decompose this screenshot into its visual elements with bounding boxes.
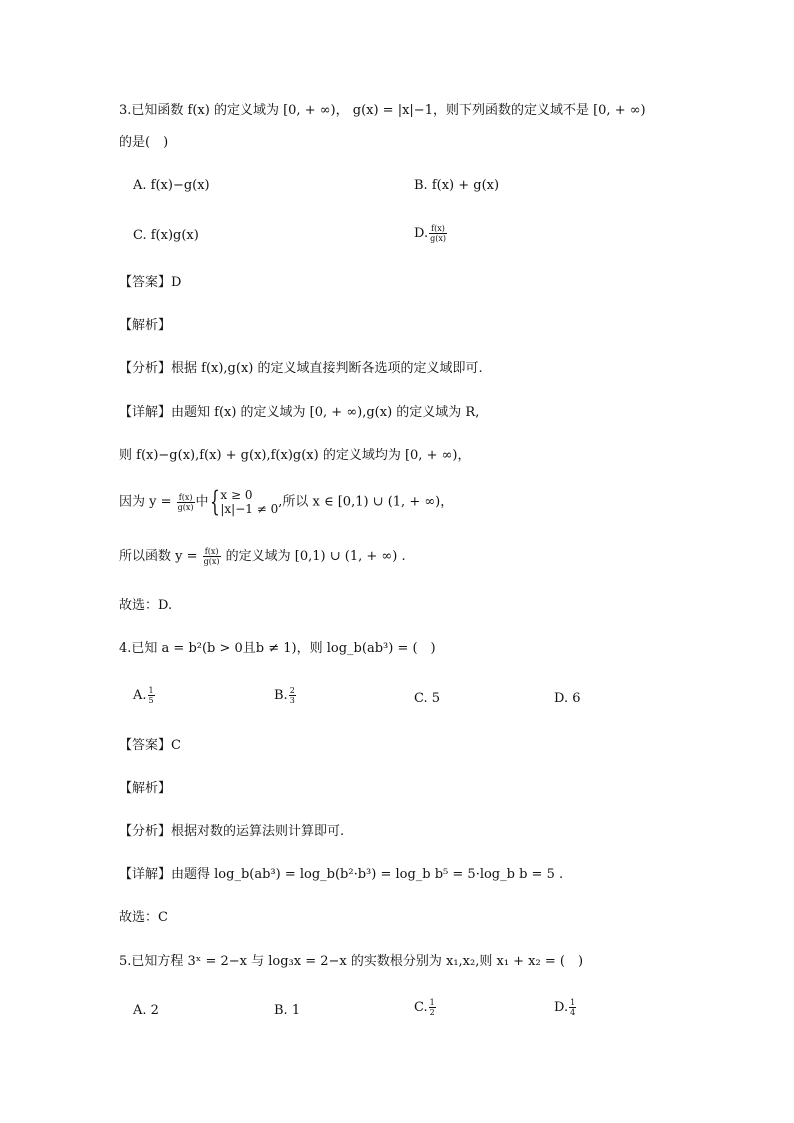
q3-xiangjie: 【详解】由题知 f(x) 的定义域为 [0, + ∞),g(x) 的定义域为 R,	[119, 405, 480, 420]
q4-fenxi: 【分析】根据对数的运算法则计算即可.	[119, 824, 345, 839]
q3-answer: 【答案】D	[119, 275, 182, 290]
q3-stem-line2: 的是( )	[119, 135, 169, 150]
q3-option-d-label: D.	[414, 226, 429, 241]
q3-detail-fraction-2: $\frac{f(x)}{g(x)}$	[203, 547, 220, 566]
q3-option-d-fraction: $\frac{f(x)}{g(x)}$	[430, 224, 446, 243]
q3-option-d	[414, 224, 448, 244]
q5-option-a: A. 2	[133, 1003, 159, 1018]
q3-stem-line1: 3.已知函数 f(x) 的定义域为 [0, + ∞)， g(x) = |x|−1，则下列函数的定义域不是 [0, + ∞)	[119, 103, 646, 118]
q3-option-a: A. f(x)−g(x)	[133, 178, 210, 193]
q3-detail-line2: 则 f(x)−g(x),f(x) + g(x),f(x)g(x) 的定义域均为 [0, + ∞)，	[119, 448, 471, 463]
q3-choose: 故选：D.	[119, 598, 173, 613]
q3-detail-line3: 因为 y = $\frac{f(x)}{g(x)}$ 中{ x ≥ 0 |x|−1 ≠ 0 ,所以 x ∈ [0,1) ∪ (1, + ∞)，	[119, 485, 454, 518]
q4-xiangjie: 【详解】由题得 log_b(ab³) = log_b(b²·b³) = log_b b⁵ = 5·log_b b = 5 .	[119, 867, 564, 882]
q5-stem: 5.已知方程 3ˣ = 2−x 与 log₃x = 2−x 的实数根分别为 x₁,x₂,则 x₁ + x₂ = ( )	[119, 954, 584, 969]
q5-option-b: B. 1	[274, 1003, 301, 1018]
q3-fenxi: 【分析】根据 f(x),g(x) 的定义域直接判断各选项的定义域即可.	[119, 361, 483, 376]
q3-option-b: B. f(x) + g(x)	[414, 178, 500, 193]
q5-option-d: D. $\frac{1}{4}$	[554, 998, 576, 1017]
q4-option-c: C. 5	[414, 691, 441, 706]
q4-option-d: D. 6	[554, 691, 581, 706]
q5-option-c: C. $\frac{1}{2}$	[414, 998, 435, 1017]
q4-analysis-heading: 【解析】	[119, 781, 172, 796]
q4-answer: 【答案】C	[119, 738, 181, 753]
q3-analysis-heading: 【解析】	[119, 318, 172, 333]
q4-choose: 故选：C	[119, 910, 168, 925]
q3-cases: x ≥ 0 |x|−1 ≠ 0	[220, 488, 279, 516]
q4-stem: 4.已知 a = b²(b > 0且b ≠ 1)，则 log_b(ab³) = ( )	[119, 641, 436, 656]
q3-detail-line4: 所以函数 y = $\frac{f(x)}{g(x)}$ 的定义域为 [0,1) ∪ (1, + ∞) .	[119, 547, 406, 566]
q3-detail-fraction: $\frac{f(x)}{g(x)}$	[177, 492, 194, 512]
q3-option-c: C. f(x)g(x)	[133, 228, 199, 243]
q4-option-a: A. $\frac{1}{5}$	[133, 686, 154, 705]
brace-icon: {	[209, 485, 220, 518]
q4-option-b: B. $\frac{2}{3}$	[274, 686, 295, 705]
